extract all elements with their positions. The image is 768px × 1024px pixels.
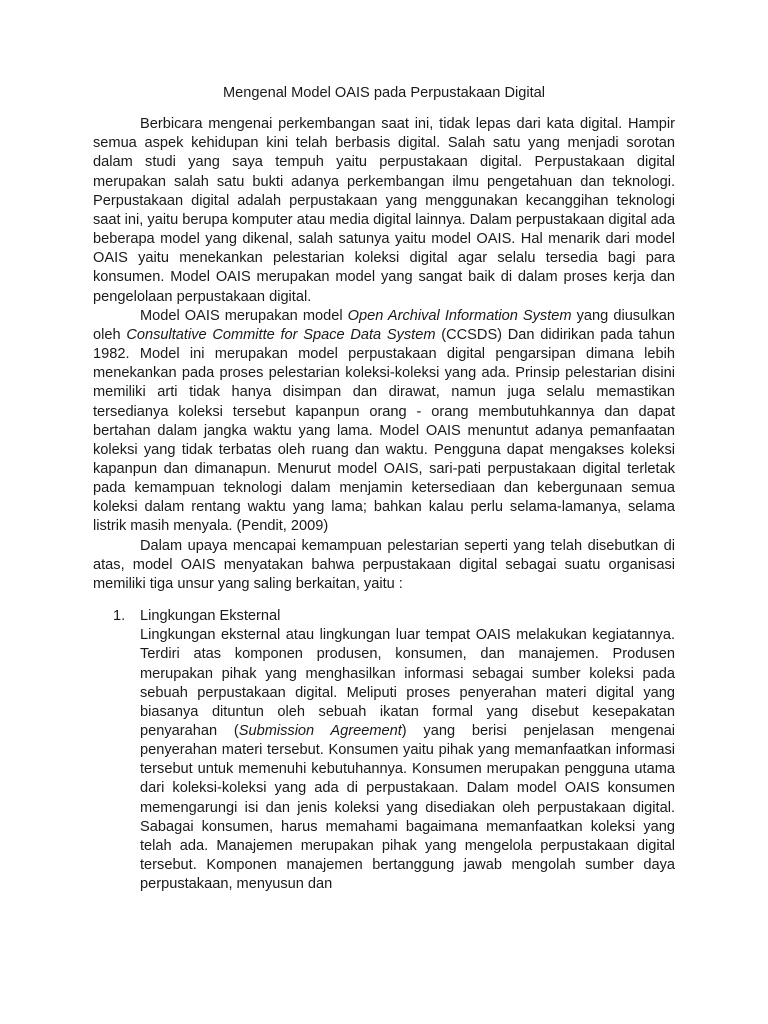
numbered-list: [93, 607, 675, 894]
text-run: ) yang berisi penjelasan mengenai penyerahan materi tersebut. Konsumen yaitu pihak yang memanfaatkan informasi tersebut untuk memenuhi kebutuhannya. Konsumen merupakan pengguna utama dari koleksi-koleksi yang ada di perpustakaan. Dalam model OAIS konsumen memengarungi isi dan jenis koleksi yang disediakan oleh perpustakaan digital. Sabagai konsumen, harus memahami bagaimana memanfaatkan koleksi yang telah ada. Manajemen merupakan pihak yang mengelola perpustakaan digital tersebut. Komponen manajemen bertanggung jawab mengolah sumber daya perpustakaan, menyusun dan: [140, 723, 675, 893]
text-run: Model OAIS merupakan model: [140, 307, 348, 324]
list-item: [93, 607, 675, 894]
text-run: (CCSDS) Dan didirikan pada tahun 1982. Model ini merupakan model perpustakaan digital pengarsipan dimana lebih menekankan pada proses pelestarian koleksi-koleksi yang ada. Prinsip pelestarian disini memiliki arti tidak hanya disimpan dan dirawat, namun juga selalu memastikan tersedianya koleksi tersebut kapanpun orang - orang membutuhkannya dan dapat bertahan dalam jangka waktu yang lama. Model OAIS menuntut adanya pemanfaatan koleksi yang tidak terbatas oleh ruang dan waktu. Pengguna dapat mengakses koleksi kapanpun dan dimanapun. Menurut model OAIS, sari-pati perpustakaan digital terletak pada kemampuan teknologi dalam menjamin ketersediaan dan kebergunaan semua koleksi dalam rentang waktu yang lama; bahkan kalau perlu selama-lamanya, selama listrik masih menyala. (Pendit, 2009): [93, 326, 675, 535]
italic-term-ccsds: Consultative Committe for Space Data System: [126, 326, 436, 343]
list-body: [140, 626, 675, 894]
paragraph-oais-definition: [93, 307, 675, 537]
document-page: [93, 84, 675, 894]
paragraph-three-elements: Dalam upaya mencapai kemampuan pelestarian seperti yang telah disebutkan di atas, model OAIS menyatakan bahwa perpustakaan digital sebagai suatu organisasi memiliki tiga unsur yang saling berkaitan, yaitu :: [93, 537, 675, 592]
list-number: 1.: [113, 608, 126, 625]
italic-term-oais: Open Archival Information System: [347, 307, 572, 324]
italic-term-submission-agreement: Submission Agreement: [238, 723, 402, 739]
text-run: Lingkungan eksternal atau lingkungan luar tempat OAIS melakukan kegiatannya. Terdiri atas komponen produsen, konsumen, dan manajemen. Produsen merupakan pihak yang menghasilkan informasi sebagai sumber koleksi pada sebuah perpustakaan digital. Meliputi proses penyerahan materi digital yang biasanya dituntun oleh sebuah ikatan formal yang disebut kesepakatan penyarahan (: [140, 627, 675, 739]
list-heading: Lingkungan Eksternal: [140, 608, 281, 625]
document-title: Mengenal Model OAIS pada Perpustakaan Digital: [222, 85, 546, 101]
text-run: yang diusulkan oleh: [93, 307, 675, 343]
paragraph-intro: Berbicara mengenai perkembangan saat ini, tidak lepas dari kata digital. Hampir semua aspek kehidupan kini telah berbasis digital. Salah satu yang menjadi sorotan dalam studi yang saya tempuh yaitu perpustakaan digital. Perpustakaan digital merupakan salah satu bukti adanya perkembangan ilmu pengetahuan dan teknologi. Perpustakaan digital adalah perpustakaan yang menggunakan kecanggihan teknologi saat ini, yaitu berupa komputer atau media digital lainnya. Dalam perpustakaan digital ada beberapa model yang dikenal, salah satunya yaitu model OAIS. Hal menarik dari model OAIS yaitu menekankan pelestarian koleksi digital agar selalu tersedia bagi para konsumen. Model OAIS merupakan model yang sangat baik di dalam proses kerja dan pengelolaan perpustakaan digital.: [93, 116, 675, 305]
